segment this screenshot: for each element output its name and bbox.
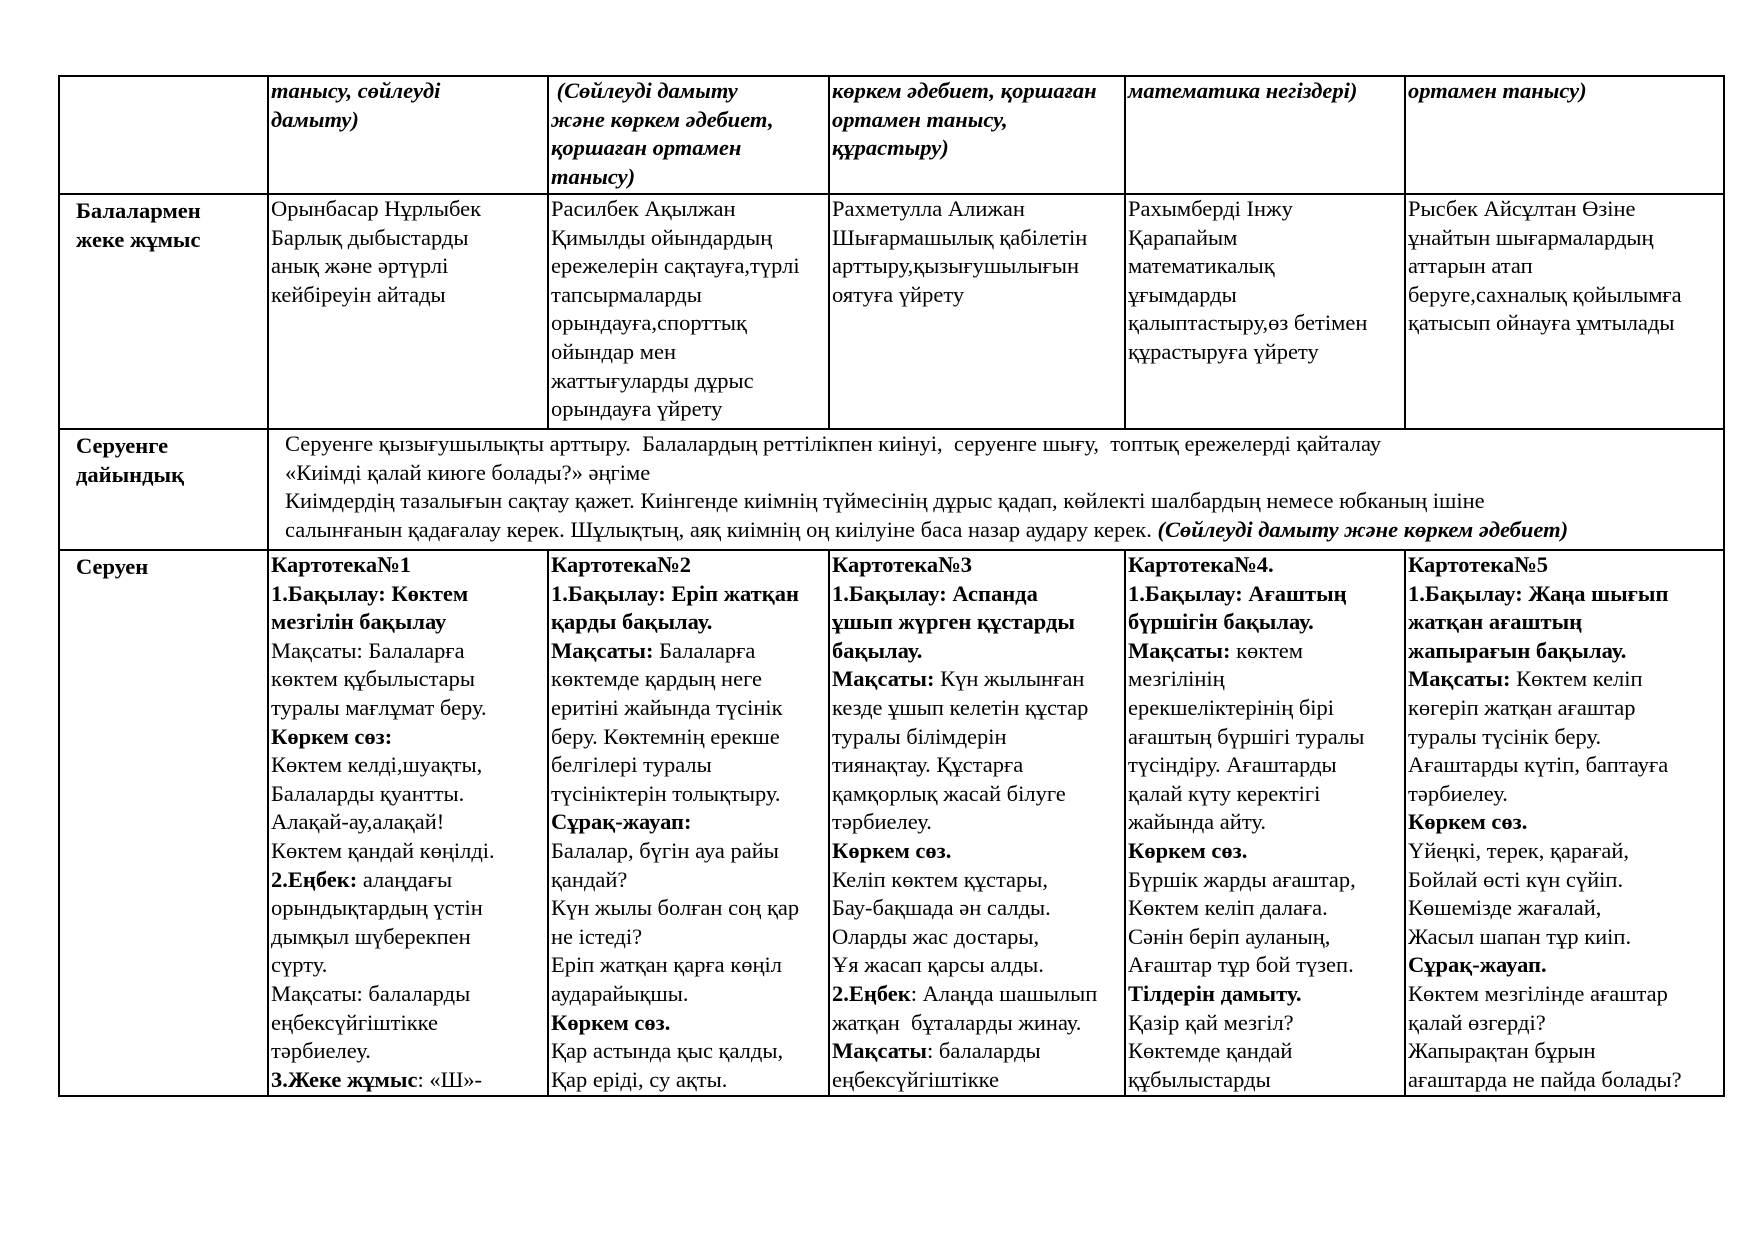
walk-line bbox=[551, 780, 828, 809]
walk-line-bold: жатқан ағаштың bbox=[1408, 609, 1583, 635]
walk-line-bold: 3.Жеке жұмыс bbox=[271, 1066, 418, 1092]
walk-line bbox=[551, 923, 828, 952]
header-row bbox=[59, 76, 1724, 194]
walk-line bbox=[1408, 894, 1723, 923]
walk-line bbox=[551, 1009, 828, 1038]
walk-line-text: тәрбиелеу. bbox=[271, 1038, 371, 1064]
header-line: танысу) bbox=[551, 163, 636, 189]
walk-line-text: ағаштың бүршігі туралы bbox=[1128, 723, 1365, 749]
walk-line bbox=[271, 894, 547, 923]
header-line: ортамен танысу) bbox=[1408, 78, 1587, 103]
individual-line: Расилбек Ақылжан bbox=[551, 196, 736, 221]
walk-line-text: еңбексүйгіштікке bbox=[271, 1009, 438, 1035]
individual-line: оятуға үйрету bbox=[832, 281, 965, 307]
walk-line-text: Бойлай өсті күн сүйіп. bbox=[1408, 866, 1624, 892]
individual-line: Орынбасар Нұрлыбек bbox=[271, 196, 482, 221]
walk-line-bold: бүршігін бақылау. bbox=[1128, 609, 1314, 635]
walk-line-text: Мақсаты: Балаларға bbox=[271, 637, 465, 663]
walk-line bbox=[832, 551, 1124, 580]
walk-line-text: сүрту. bbox=[271, 952, 328, 978]
walk-line bbox=[832, 723, 1124, 752]
walk-line bbox=[1128, 1009, 1404, 1038]
walk-line bbox=[551, 665, 828, 694]
walk-line-text: түсіндіру. Ағаштарды bbox=[1128, 752, 1337, 778]
walk-line bbox=[271, 951, 547, 980]
row-label-line: дайындық bbox=[76, 461, 185, 487]
walk-line bbox=[1408, 694, 1723, 723]
walk-prep-row bbox=[59, 429, 1724, 550]
walk-line bbox=[832, 751, 1124, 780]
walk-line bbox=[832, 923, 1124, 952]
walk-line-text: дымқыл шүберекпен bbox=[271, 923, 471, 949]
walk-line bbox=[551, 637, 828, 666]
walk-line bbox=[551, 1066, 828, 1095]
walk-line bbox=[551, 837, 828, 866]
walk-line-bold: ұшып жүрген құстарды bbox=[832, 609, 1075, 635]
walk-line-text: алаңдағы bbox=[357, 866, 453, 892]
row-label-line: Серуенге bbox=[76, 433, 169, 458]
walk-cell bbox=[548, 550, 829, 1096]
walk-line bbox=[551, 866, 828, 895]
walk-line bbox=[271, 751, 547, 780]
row-label-line: жеке жұмыс bbox=[76, 226, 201, 252]
walk-line bbox=[271, 866, 547, 895]
individual-line: Шығармашылық қабілетін bbox=[832, 224, 1088, 250]
walk-line bbox=[551, 694, 828, 723]
walk-line-text: көктем bbox=[1230, 637, 1303, 663]
walk-line-bold: Мақсаты: bbox=[551, 637, 654, 663]
walk-line-bold: Мақсаты: bbox=[832, 666, 935, 692]
walk-line bbox=[1128, 1066, 1404, 1095]
walk-line-text: Көктем келді,шуақты, bbox=[271, 752, 483, 778]
walk-line bbox=[1408, 951, 1723, 980]
walk-line bbox=[1408, 751, 1723, 780]
walk-line bbox=[271, 608, 547, 637]
walk-line bbox=[551, 551, 828, 580]
plan-table bbox=[58, 75, 1725, 1097]
walk-prep-text: салынғанын қадағалау керек. Шұлықтың, аяқ киімнің оң киілуіне баса назар аудару керек. bbox=[285, 516, 1158, 542]
walk-line-text: көгеріп жатқан ағаштар bbox=[1408, 694, 1636, 720]
walk-line bbox=[1408, 1009, 1723, 1038]
walk-line-bold: 1.Бақылау: Көктем bbox=[271, 580, 469, 606]
walk-line-bold: Көркем сөз. bbox=[1408, 809, 1528, 835]
walk-row bbox=[59, 550, 1724, 1096]
walk-line-text: Күн жылы болған соң қар bbox=[551, 895, 800, 921]
walk-line bbox=[1408, 866, 1723, 895]
walk-line bbox=[551, 1037, 828, 1066]
walk-line bbox=[832, 808, 1124, 837]
walk-line-text: белгілері туралы bbox=[551, 752, 712, 778]
walk-line-text: туралы мағлұмат беру. bbox=[271, 694, 487, 720]
walk-line-bold: Мақсаты: bbox=[1128, 637, 1231, 663]
walk-line bbox=[832, 1066, 1124, 1095]
header-cell bbox=[1405, 76, 1724, 194]
walk-line-text: Қазір қай мезгіл? bbox=[1128, 1009, 1294, 1035]
walk-line-text: тиянақтау. Құстарға bbox=[832, 752, 1024, 778]
walk-line bbox=[832, 580, 1124, 609]
walk-line-text: тәрбиелеу. bbox=[1408, 780, 1508, 806]
walk-line-bold: Көркем сөз. bbox=[1128, 837, 1248, 863]
walk-line-text: еңбексүйгіштікке bbox=[832, 1066, 999, 1092]
walk-line-text: Күн жылынған bbox=[934, 666, 1085, 692]
walk-line-text: Еріп жатқан қарға көңіл bbox=[551, 952, 782, 978]
walk-line bbox=[832, 951, 1124, 980]
walk-line bbox=[271, 1037, 547, 1066]
walk-line bbox=[832, 637, 1124, 666]
walk-line bbox=[832, 1037, 1124, 1066]
header-cell bbox=[268, 76, 548, 194]
walk-line bbox=[1128, 551, 1404, 580]
row-label-walk-prep bbox=[59, 429, 268, 550]
header-line: танысу, сөйлеуді bbox=[271, 78, 441, 103]
walk-line-text: Қар астында қыс қалды, bbox=[551, 1038, 784, 1064]
walk-line bbox=[551, 980, 828, 1009]
walk-line-text: Оларды жас достары, bbox=[832, 923, 1040, 949]
header-cell-empty bbox=[59, 76, 268, 194]
walk-line bbox=[832, 980, 1124, 1009]
individual-line: ұғымдарды bbox=[1128, 281, 1237, 307]
walk-line-text: орындықтардың үстін bbox=[271, 895, 483, 921]
walk-line bbox=[271, 980, 547, 1009]
individual-line: Қарапайым bbox=[1128, 224, 1238, 250]
walk-line-text: еритіні жайында түсінік bbox=[551, 694, 783, 720]
walk-line-bold: Картотека№5 bbox=[1408, 552, 1548, 577]
walk-cell bbox=[829, 550, 1125, 1096]
walk-line-text: Көктем қандай көңілді. bbox=[271, 837, 495, 863]
individual-line: тапсырмаларды bbox=[551, 281, 702, 307]
header-cell bbox=[829, 76, 1125, 194]
walk-line bbox=[551, 608, 828, 637]
header-line: ортамен танысу, bbox=[832, 106, 1008, 132]
walk-line bbox=[1408, 723, 1723, 752]
walk-line-bold: Картотека№4. bbox=[1128, 552, 1274, 577]
walk-line-bold: Тілдерін дамыту. bbox=[1128, 980, 1302, 1006]
header-cell bbox=[1125, 76, 1405, 194]
walk-line bbox=[832, 894, 1124, 923]
walk-line-bold: 1.Бақылау: Аспанда bbox=[832, 580, 1038, 606]
header-cell bbox=[548, 76, 829, 194]
individual-cell bbox=[548, 194, 829, 429]
walk-line bbox=[271, 665, 547, 694]
walk-line-text: Бау-бақшада ән салды. bbox=[832, 895, 1051, 921]
walk-cell bbox=[268, 550, 548, 1096]
walk-line-text: Бүршік жарды ағаштар, bbox=[1128, 866, 1356, 892]
walk-line-bold: Көркем сөз: bbox=[271, 723, 393, 749]
walk-line bbox=[832, 1009, 1124, 1038]
walk-line bbox=[832, 837, 1124, 866]
walk-line bbox=[1408, 808, 1723, 837]
walk-line bbox=[271, 1009, 547, 1038]
walk-line bbox=[1408, 1066, 1723, 1095]
walk-line bbox=[271, 780, 547, 809]
walk-line bbox=[1128, 723, 1404, 752]
walk-line bbox=[271, 923, 547, 952]
walk-line bbox=[271, 808, 547, 837]
walk-line bbox=[832, 608, 1124, 637]
header-line: дамыту) bbox=[271, 106, 359, 132]
walk-line bbox=[1128, 951, 1404, 980]
individual-work-row bbox=[59, 194, 1724, 429]
walk-line-bold: Көркем сөз. bbox=[551, 1009, 671, 1035]
individual-line: ережелерін сақтауға,түрлі bbox=[551, 253, 800, 279]
walk-line bbox=[1128, 1037, 1404, 1066]
walk-line bbox=[1128, 665, 1404, 694]
walk-line-text: Балаларды қуантты. bbox=[271, 780, 465, 806]
individual-cell bbox=[829, 194, 1125, 429]
header-line: және көркем әдебиет, bbox=[551, 106, 774, 132]
walk-line bbox=[832, 694, 1124, 723]
walk-line bbox=[832, 780, 1124, 809]
walk-prep-line: Киімдердің тазалығын сақтау қажет. Киінгенде киімнің түймесінің дұрыс қадап, көйлекті шалбардың немесе юбканың ішіне bbox=[285, 488, 1485, 514]
walk-line-text: көктем құбылыстары bbox=[271, 666, 476, 692]
walk-line-text: түсініктерін толықтыру. bbox=[551, 780, 781, 806]
walk-line bbox=[1408, 837, 1723, 866]
walk-line-bold: Мақсаты: bbox=[1408, 666, 1511, 692]
walk-line-text: тәрбиелеу. bbox=[832, 809, 932, 835]
individual-line: Рахметулла Алижан bbox=[832, 196, 1025, 221]
walk-line bbox=[271, 1066, 547, 1095]
walk-line-text: Балалар, бүгін ауа райы bbox=[551, 837, 779, 863]
individual-line: Рысбек Айсұлтан Өзіне bbox=[1408, 196, 1636, 221]
walk-line-bold: Картотека№3 bbox=[832, 552, 972, 577]
individual-line: жаттығуларды дұрыс bbox=[551, 367, 754, 393]
walk-line-text: Көктем мезгілінде ағаштар bbox=[1408, 980, 1668, 1006]
walk-line-text: Жапырақтан бұрын bbox=[1408, 1038, 1596, 1064]
walk-line bbox=[1128, 580, 1404, 609]
walk-line-text: Үйеңкі, терек, қарағай, bbox=[1408, 837, 1630, 863]
individual-line: аттарын атап bbox=[1408, 253, 1533, 279]
walk-line-text: Көктем келіп bbox=[1510, 666, 1643, 692]
walk-line bbox=[1408, 665, 1723, 694]
walk-line bbox=[1128, 894, 1404, 923]
walk-line bbox=[1408, 580, 1723, 609]
individual-line: қалыптастыру,өз бетімен bbox=[1128, 310, 1368, 336]
row-label-line: Балалармен bbox=[76, 198, 201, 223]
walk-prep-line-last bbox=[285, 516, 1723, 545]
walk-line bbox=[1408, 780, 1723, 809]
walk-line-bold: мезгілін бақылау bbox=[271, 609, 447, 635]
walk-line-bold: Картотека№2 bbox=[551, 552, 691, 577]
walk-line-text: Жасыл шапан тұр киіп. bbox=[1408, 923, 1632, 949]
walk-line bbox=[832, 665, 1124, 694]
walk-prep-cell bbox=[268, 429, 1724, 550]
walk-line-text: : Алаңда шашылып bbox=[910, 980, 1098, 1006]
walk-line bbox=[271, 837, 547, 866]
walk-line bbox=[551, 808, 828, 837]
individual-line: орындауға,спорттық bbox=[551, 310, 747, 336]
walk-line-text: туралы білімдерін bbox=[832, 723, 1007, 749]
walk-line bbox=[271, 637, 547, 666]
walk-line-bold: 2.Еңбек: bbox=[271, 866, 358, 892]
walk-line bbox=[1128, 608, 1404, 637]
walk-line-text: аударайықшы. bbox=[551, 980, 689, 1006]
walk-line bbox=[1128, 923, 1404, 952]
walk-line-bold: 1.Бақылау: Ағаштың bbox=[1128, 580, 1347, 606]
header-line: математика негіздері) bbox=[1128, 78, 1358, 103]
walk-line-text: туралы түсінік беру. bbox=[1408, 723, 1602, 749]
header-line: құрастыру) bbox=[832, 135, 949, 161]
walk-line bbox=[1408, 551, 1723, 580]
individual-line: Қимылды ойындардың bbox=[551, 224, 773, 250]
walk-line-bold: 1.Бақылау: Еріп жатқан bbox=[551, 580, 799, 606]
individual-line: анық және әртүрлі bbox=[271, 253, 449, 279]
individual-line: Рахымберді Інжу bbox=[1128, 196, 1293, 221]
walk-line-bold: қарды бақылау. bbox=[551, 609, 713, 635]
walk-line-text: Ағаштар тұр бой түзеп. bbox=[1128, 952, 1354, 978]
walk-line-bold: 2.Еңбек bbox=[832, 980, 911, 1006]
walk-line bbox=[1128, 751, 1404, 780]
walk-line bbox=[271, 551, 547, 580]
walk-line-text: Ұя жасап қарсы алды. bbox=[832, 952, 1044, 978]
row-label-walk bbox=[59, 550, 268, 1096]
walk-line bbox=[1408, 637, 1723, 666]
walk-line-text: Мақсаты: балаларды bbox=[271, 980, 471, 1006]
walk-line-text: не істеді? bbox=[551, 923, 643, 949]
individual-line: ойындар мен bbox=[551, 338, 677, 364]
walk-line-text: Алақай-ау,алақай! bbox=[271, 809, 445, 835]
walk-line bbox=[1408, 980, 1723, 1009]
walk-line bbox=[1408, 1037, 1723, 1066]
individual-line: орындауға үйрету bbox=[551, 396, 723, 422]
walk-line-text: Ағаштарды күтіп, баптауға bbox=[1408, 752, 1669, 778]
walk-line bbox=[551, 894, 828, 923]
walk-line-text: Көктемде қандай bbox=[1128, 1038, 1293, 1064]
walk-cell bbox=[1125, 550, 1405, 1096]
walk-line-text: Келіп көктем құстары, bbox=[832, 866, 1049, 892]
header-line: көркем әдебиет, қоршаған bbox=[832, 78, 1097, 103]
walk-line-bold: Мақсаты bbox=[832, 1038, 927, 1064]
walk-prep-line: Серуенге қызығушылықты арттыру. Балалардың реттілікпен киінуі, серуенге шығу, топтық ережелерді қайталау bbox=[285, 431, 1382, 456]
row-label-line: Серуен bbox=[76, 554, 149, 579]
walk-line-text: беру. Көктемнің ерекше bbox=[551, 723, 780, 749]
walk-line-text: жатқан бұталарды жинау. bbox=[832, 1009, 1082, 1035]
walk-line-text: ағаштарда не пайда болады? bbox=[1408, 1066, 1682, 1092]
walk-line bbox=[551, 951, 828, 980]
walk-line bbox=[832, 866, 1124, 895]
walk-line bbox=[551, 580, 828, 609]
walk-line-text: ерекшеліктерінің бірі bbox=[1128, 694, 1335, 720]
walk-line bbox=[1128, 837, 1404, 866]
walk-line bbox=[271, 723, 547, 752]
walk-line bbox=[551, 723, 828, 752]
walk-line-bold: жапырағын бақылау. bbox=[1408, 637, 1627, 663]
row-label-individual-work bbox=[59, 194, 268, 429]
walk-line-bold: бақылау. bbox=[832, 637, 923, 663]
walk-line-text: құбылыстарды bbox=[1128, 1066, 1271, 1092]
individual-line: арттыру,қызығушылығын bbox=[832, 253, 1080, 279]
walk-line bbox=[1128, 980, 1404, 1009]
walk-line-bold: 1.Бақылау: Жаңа шығып bbox=[1408, 580, 1669, 606]
walk-line-bold: Картотека№1 bbox=[271, 552, 411, 577]
walk-line bbox=[551, 751, 828, 780]
walk-line bbox=[271, 694, 547, 723]
walk-line bbox=[271, 580, 547, 609]
walk-line-text: : «Ш»- bbox=[417, 1066, 483, 1092]
individual-line: Барлық дыбыстарды bbox=[271, 224, 469, 250]
individual-cell bbox=[1405, 194, 1724, 429]
walk-line-text: қалай күту керектігі bbox=[1128, 780, 1321, 806]
header-line: (Сөйлеуді дамыту bbox=[551, 78, 738, 103]
walk-line-text: кезде ұшып келетін құстар bbox=[832, 694, 1089, 720]
walk-line bbox=[1128, 637, 1404, 666]
walk-line bbox=[1128, 866, 1404, 895]
walk-line-text: қамқорлық жасай білуге bbox=[832, 780, 1066, 806]
walk-line-bold: Сұрақ-жауап: bbox=[551, 809, 692, 835]
walk-prep-line: «Киімді қалай киюге болады?» әңгіме bbox=[285, 459, 651, 485]
walk-line-bold: Сұрақ-жауап. bbox=[1408, 952, 1547, 978]
walk-line-text: : балаларды bbox=[927, 1038, 1041, 1064]
walk-line-text: Балаларға bbox=[653, 637, 756, 663]
walk-line-text: көктемде қардың неге bbox=[551, 666, 762, 692]
walk-line-text: Көктем келіп далаға. bbox=[1128, 895, 1328, 921]
walk-line bbox=[1128, 694, 1404, 723]
walk-line-text: мезгілінің bbox=[1128, 666, 1225, 692]
walk-line-text: қалай өзгерді? bbox=[1408, 1009, 1546, 1035]
walk-line bbox=[1408, 923, 1723, 952]
individual-line: математикалық bbox=[1128, 253, 1275, 279]
walk-cell bbox=[1405, 550, 1724, 1096]
individual-line: кейбіреуін айтады bbox=[271, 281, 446, 307]
individual-line: беруге,сахналық қойылымға bbox=[1408, 281, 1682, 307]
walk-line bbox=[1128, 808, 1404, 837]
individual-line: құрастыруға үйрету bbox=[1128, 338, 1319, 364]
individual-line: қатысып ойнауға ұмтылады bbox=[1408, 310, 1675, 336]
walk-line bbox=[1408, 608, 1723, 637]
walk-line-text: жайында айту. bbox=[1128, 809, 1266, 835]
walk-line-text: Қар еріді, су ақты. bbox=[551, 1066, 728, 1092]
walk-line-text: қандай? bbox=[551, 866, 628, 892]
walk-line-text: Көшемізде жағалай, bbox=[1408, 895, 1602, 921]
walk-line-bold: Көркем сөз. bbox=[832, 837, 952, 863]
individual-cell bbox=[1125, 194, 1405, 429]
individual-cell bbox=[268, 194, 548, 429]
header-line: қоршаған ортамен bbox=[551, 135, 742, 161]
walk-line-text: Сәнін беріп ауланың, bbox=[1128, 923, 1331, 949]
walk-line bbox=[1128, 780, 1404, 809]
walk-prep-subject: (Сөйлеуді дамыту және көркем әдебиет) bbox=[1157, 516, 1569, 542]
individual-line: ұнайтын шығармалардың bbox=[1408, 224, 1654, 250]
